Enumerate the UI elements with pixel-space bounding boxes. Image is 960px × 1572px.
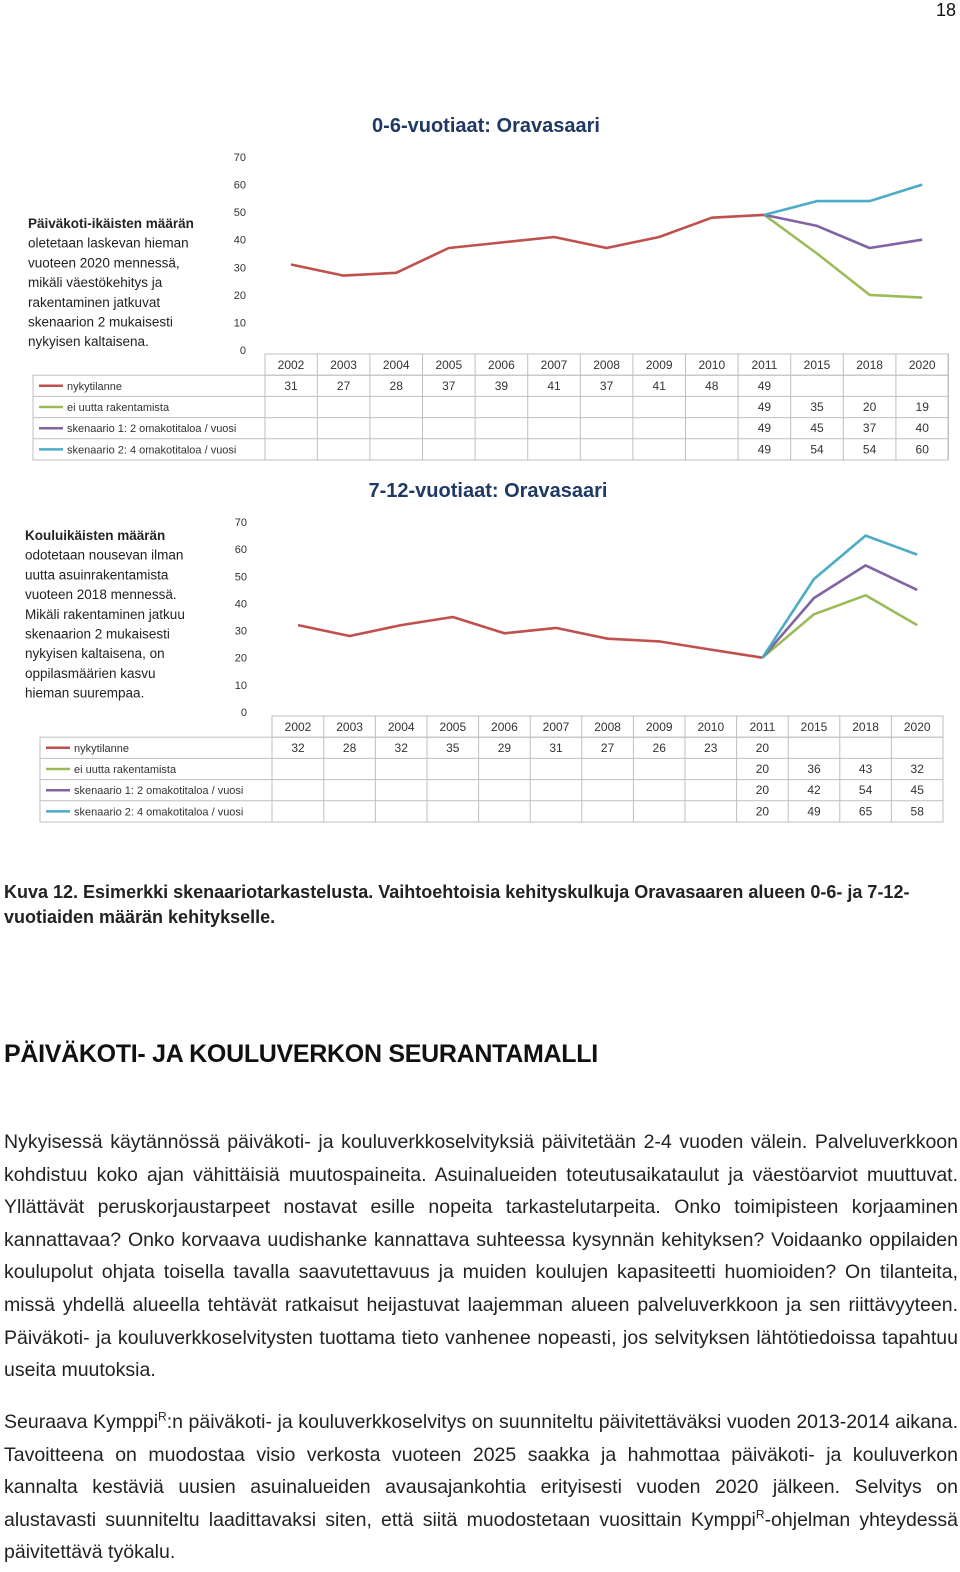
x-tick-label: 2006 — [488, 358, 515, 373]
data-label: 49 — [807, 804, 821, 819]
data-label: 32 — [291, 740, 305, 755]
data-label: 60 — [915, 442, 929, 457]
data-label: 31 — [284, 378, 298, 393]
x-tick-label: 2008 — [594, 720, 621, 735]
chart-note-line: uutta asuinrakentamista — [25, 567, 169, 583]
series-line-0 — [298, 617, 762, 658]
y-tick-label: 40 — [234, 598, 247, 611]
y-tick-label: 70 — [234, 517, 247, 529]
x-tick-label: 2011 — [749, 720, 776, 735]
y-tick-label: 60 — [233, 179, 246, 192]
x-tick-label: 2010 — [697, 720, 725, 735]
data-label: 54 — [810, 442, 824, 457]
chart-note-line: Mikäli rakentaminen jatkuu — [25, 606, 185, 622]
y-tick-label: 30 — [233, 262, 246, 275]
data-label: 40 — [915, 421, 929, 436]
page-number: 18 — [935, 0, 956, 20]
data-label: 31 — [549, 740, 563, 755]
chart-note-line: Kouluikäisten määrän — [25, 528, 166, 543]
series-line-0 — [291, 215, 764, 276]
data-table — [33, 354, 949, 460]
data-label: 36 — [807, 762, 821, 776]
y-tick-label: 20 — [233, 289, 246, 302]
legend-label: skenaario 2: 4 omakotitaloa / vuosi — [67, 444, 237, 457]
chart-note-line: odotetaan nousevan ilman — [25, 547, 184, 563]
y-tick-label: 10 — [233, 317, 246, 330]
data-label: 42 — [807, 783, 821, 798]
data-label: 26 — [652, 740, 666, 755]
x-tick-label: 2009 — [645, 720, 673, 735]
chart-note-line: rakentaminen jatkuvat — [28, 294, 161, 310]
x-tick-label: 2009 — [645, 358, 673, 373]
chart-note-line: hieman suurempaa. — [25, 685, 145, 701]
legend-label: nykytilanne — [74, 742, 130, 755]
data-label: 49 — [757, 400, 772, 414]
data-label: 35 — [810, 400, 824, 414]
data-label: 27 — [600, 740, 615, 755]
data-label: 20 — [755, 783, 770, 798]
data-table — [40, 716, 943, 822]
series-line-1 — [764, 215, 922, 298]
y-tick-label: 0 — [240, 707, 247, 719]
data-label: 27 — [336, 378, 351, 393]
x-tick-label: 2007 — [542, 720, 570, 735]
legend-label: ei uutta rakentamista — [67, 402, 170, 414]
legend-label: skenaario 1: 2 omakotitaloa / vuosi — [67, 423, 237, 436]
x-tick-label: 2002 — [284, 720, 312, 735]
paragraph-2 — [4, 1406, 958, 1569]
data-label: 37 — [442, 378, 456, 393]
chart-note-line: Päiväkoti-ikäisten määrän — [28, 216, 194, 231]
chart-7-12-vuotiaat — [0, 470, 960, 850]
chart-note-line: vuoteen 2020 mennessä, — [28, 255, 180, 271]
data-label: 49 — [757, 378, 772, 393]
data-label: 58 — [910, 804, 924, 819]
y-tick-label: 40 — [233, 234, 246, 247]
y-tick-label: 30 — [234, 625, 247, 638]
chart-note-line: nykyisen kaltaisena, on — [25, 646, 165, 662]
chart-note-line: oppilasmäärien kasvu — [25, 665, 156, 681]
x-tick-label: 2003 — [330, 358, 357, 373]
x-tick-label: 2020 — [903, 720, 931, 735]
series-line-1 — [762, 595, 917, 657]
x-tick-label: 2015 — [803, 358, 831, 373]
data-label: 49 — [757, 442, 772, 457]
data-label: 54 — [862, 442, 877, 457]
y-tick-label: 20 — [234, 652, 247, 665]
data-label: 20 — [862, 400, 877, 414]
registered-superscript: R — [755, 1507, 765, 1522]
data-label: 28 — [389, 378, 403, 393]
legend-label: ei uutta rakentamista — [74, 764, 177, 776]
figure-caption: Kuva 12. Esimerkki skenaariotarkastelusta. Vaihtoehtoisia kehityskulkuja Oravasaaren alueen 0-6- ja 7-12-vuotiaiden määrän kehitykselle. — [4, 882, 910, 927]
chart-note-line: nykyisen kaltaisena. — [28, 334, 149, 350]
chart-note-line: vuoteen 2018 mennessä. — [25, 587, 177, 603]
x-tick-label: 2011 — [751, 358, 778, 373]
data-label: 37 — [862, 421, 877, 436]
x-tick-label: 2002 — [277, 358, 305, 373]
data-label: 23 — [704, 740, 718, 755]
registered-superscript: R — [158, 1409, 167, 1424]
data-label: 41 — [652, 378, 666, 393]
x-tick-label: 2020 — [908, 358, 936, 373]
data-label: 43 — [858, 762, 873, 776]
data-label: 54 — [858, 783, 873, 798]
x-tick-label: 2007 — [540, 358, 568, 373]
chart-note — [25, 528, 185, 701]
paragraph-2-part-a: Seuraava Kymppi — [4, 1411, 159, 1433]
x-tick-label: 2015 — [800, 720, 828, 735]
data-label: 19 — [915, 400, 929, 414]
data-label: 39 — [494, 378, 509, 393]
data-label: 35 — [446, 740, 460, 755]
chart-note-line: oletetaan laskevan hieman — [28, 235, 189, 251]
y-tick-label: 60 — [234, 544, 247, 557]
chart-note-line: mikäli väestökehitys ja — [28, 275, 163, 291]
legend-label: nykytilanne — [67, 380, 123, 393]
section-heading: PÄIVÄKOTI- JA KOULUVERKON SEURANTAMALLI — [4, 1040, 598, 1068]
data-label: 45 — [810, 421, 824, 436]
legend-label: skenaario 2: 4 omakotitaloa / vuosi — [74, 806, 244, 819]
x-tick-label: 2005 — [435, 358, 463, 373]
data-label: 20 — [755, 740, 770, 755]
x-tick-label: 2018 — [852, 720, 879, 735]
data-label: 32 — [394, 740, 408, 755]
chart-note-line: skenaarion 2 mukaisesti — [28, 314, 173, 330]
data-label: 49 — [757, 421, 772, 436]
chart-note-line: skenaarion 2 mukaisesti — [25, 626, 170, 642]
x-tick-label: 2010 — [698, 358, 726, 373]
paragraph-1: Nykyisessä käytännössä päiväkoti- ja kouluverkkoselvityksiä päivitetään 2-4 vuoden välein. Palveluverkkoon kohdistuu koko ajan vähittäisiä muutospaineita. Asuinalueiden toteutusaikataulut ja väestöarviot muuttuvat. Yllättävät peruskorjaustarpeet nostavat esille nopeita tarkastelutarpeita. Onko toimipisteen korjaaminen kannattavaa? Onko korvaava uudishanke kannattava suhteessa kysynnän kehityksen? Voidaanko oppilaiden koulupolut ohjata toisella tavalla saavutettavuus ja muiden koulujen kapasiteetti huomioiden? On tilanteita, missä yhdellä alueella tehtävät ratkaisut heijastuvat laajemman alueen palveluverkkoon ja sen riittävyyteen. Päiväkoti- ja kouluverkkoselvitysten tuottama tieto vanhenee nopeasti, jos selvityksen lähtötiedoissa tapahtuu useita muutoksia. — [4, 1131, 958, 1382]
data-label: 45 — [910, 783, 924, 798]
y-tick-label: 70 — [233, 152, 246, 164]
y-tick-label: 50 — [233, 207, 246, 220]
legend-label: skenaario 1: 2 omakotitaloa / vuosi — [74, 785, 244, 798]
y-tick-label: 50 — [234, 571, 247, 584]
data-label: 28 — [342, 740, 357, 755]
data-label: 37 — [599, 378, 614, 393]
x-tick-label: 2018 — [856, 358, 883, 373]
x-tick-label: 2006 — [491, 720, 518, 735]
x-tick-label: 2004 — [382, 358, 410, 373]
chart-note — [28, 216, 194, 349]
x-tick-label: 2008 — [593, 358, 620, 373]
data-label: 29 — [497, 740, 512, 755]
x-tick-label: 2005 — [439, 720, 467, 735]
data-label: 20 — [755, 804, 770, 819]
x-tick-label: 2003 — [336, 720, 363, 735]
chart-title: 0-6-vuotiaat: Oravasaari — [372, 115, 600, 137]
data-label: 20 — [755, 762, 770, 776]
data-label: 65 — [858, 804, 873, 819]
chart-title: 7-12-vuotiaat: Oravasaari — [368, 480, 608, 502]
series-line-3 — [764, 185, 922, 215]
y-tick-label: 0 — [239, 345, 246, 357]
data-label: 41 — [547, 378, 561, 393]
data-label: 32 — [910, 762, 924, 776]
x-tick-label: 2004 — [387, 720, 415, 735]
paragraph-2-part-b: :n päiväkoti- ja kouluverkkoselvitys on suunniteltu päivitettäväksi vuoden 2013-2014 aikana. Tavoitteena on muodostaa visio verkosta vuoteen 2025 saakka ja hahmottaa päiväkoti- ja kouluverkon kannalta kestäviä uusien asuinalueiden avausajankohtia erityisesti vuoden 2020 jälkeen. Selvitys on alustavasti suunniteltu laadittavaksi siten, että siitä muodostetaan vuosittain Kymppi — [4, 1411, 958, 1531]
data-label: 48 — [705, 378, 719, 393]
y-tick-label: 10 — [234, 679, 247, 692]
paragraph-2-part-c: -ohjelman yhteydessä päivitettävä työkalu. — [4, 1508, 958, 1564]
